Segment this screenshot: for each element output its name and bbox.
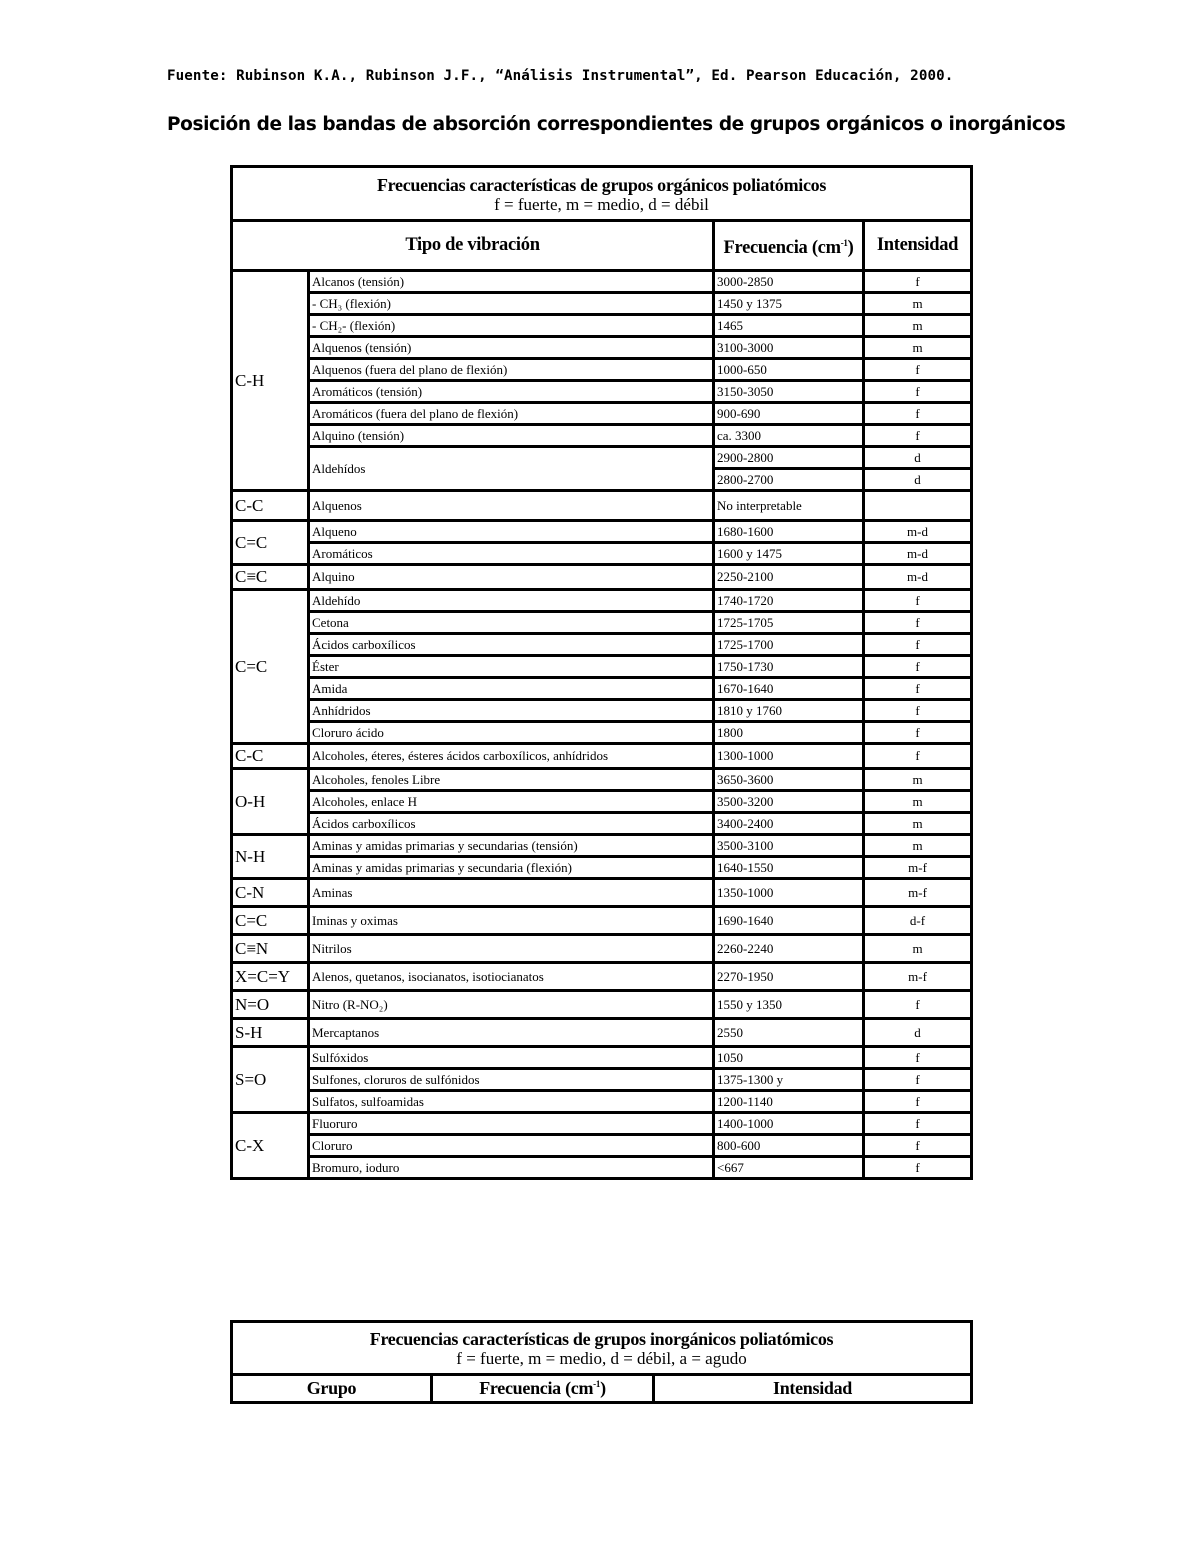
vibration-description: Aromáticos: [309, 543, 714, 565]
group-cell: O-H: [232, 769, 309, 835]
frequency-cell: 1400-1000: [714, 1113, 864, 1135]
intensity-cell: m: [864, 791, 972, 813]
vibration-description: Amida: [309, 678, 714, 700]
frequency-cell: ca. 3300: [714, 425, 864, 447]
table-row: [232, 700, 972, 722]
inorganic-table-legend: f = fuerte, m = medio, d = débil, a = agudo: [456, 1349, 747, 1368]
table-row: [232, 656, 972, 678]
table-row: [232, 447, 972, 469]
table-row: [232, 271, 972, 293]
vibration-description: Alquino (tensión): [309, 425, 714, 447]
table-row: [232, 1047, 972, 1069]
vibration-description: Aminas: [309, 879, 714, 907]
table-row: [232, 315, 972, 337]
inorganic-table-title: Frecuencias características de grupos inorgánicos poliatómicos: [369, 1329, 834, 1349]
table-row: [232, 678, 972, 700]
intensity-cell: f: [864, 991, 972, 1019]
table-row: [232, 769, 972, 791]
intensity-cell: f: [864, 381, 972, 403]
frequency-cell: 3500-3100: [714, 835, 864, 857]
intensity-cell: f: [864, 1135, 972, 1157]
vibration-description: Alcoholes, fenoles Libre: [309, 769, 714, 791]
intensity-cell: m: [864, 293, 972, 315]
frequency-cell: 1690-1640: [714, 907, 864, 935]
intensity-cell: f: [864, 359, 972, 381]
vibration-description: Alcoholes, éteres, ésteres ácidos carboxílicos, anhídridos: [309, 744, 714, 769]
table-row: [232, 337, 972, 359]
intensity-cell: f: [864, 1113, 972, 1135]
header-inorganic-frequency: Frecuencia $(cm^{-1})$: [432, 1375, 654, 1403]
table-row: [232, 425, 972, 447]
table-row: [232, 1157, 972, 1179]
intensity-cell: d-f: [864, 907, 972, 935]
frequency-cell: 800-600: [714, 1135, 864, 1157]
vibration-description: Nitrilos: [309, 935, 714, 963]
table-row: [232, 1135, 972, 1157]
table-row: [232, 590, 972, 612]
inorganic-table-title-cell: [232, 1322, 972, 1375]
vibration-description: Alquenos: [309, 491, 714, 521]
table-row: [232, 813, 972, 835]
vibration-description: Cetona: [309, 612, 714, 634]
frequency-cell: 1750-1730: [714, 656, 864, 678]
table-row: [232, 634, 972, 656]
frequency-cell: 1375-1300 y: [714, 1069, 864, 1091]
intensity-cell: f: [864, 700, 972, 722]
vibration-description: Cloruro ácido: [309, 722, 714, 744]
frequency-cell: 1725-1700: [714, 634, 864, 656]
vibration-description: Alqueno: [309, 521, 714, 543]
vibration-description: Ácidos carboxílicos: [309, 813, 714, 835]
frequency-cell: 3500-3200: [714, 791, 864, 813]
intensity-cell: f: [864, 590, 972, 612]
group-cell: C=C: [232, 907, 309, 935]
intensity-cell: m: [864, 835, 972, 857]
group-cell: C≡C: [232, 565, 309, 590]
intensity-cell: f: [864, 271, 972, 293]
frequency-cell: 1680-1600: [714, 521, 864, 543]
intensity-cell: f: [864, 634, 972, 656]
group-cell: C-H: [232, 271, 309, 491]
intensity-cell: m: [864, 935, 972, 963]
table-row: [232, 491, 972, 521]
header-group: Grupo: [232, 1375, 432, 1403]
vibration-description: Alquenos (fuera del plano de flexión): [309, 359, 714, 381]
table-row: [232, 791, 972, 813]
frequency-cell: 1050: [714, 1047, 864, 1069]
frequency-cell: 2550: [714, 1019, 864, 1047]
table-row: [232, 963, 972, 991]
intensity-cell: f: [864, 1069, 972, 1091]
table-row: [232, 293, 972, 315]
frequency-cell: 1300-1000: [714, 744, 864, 769]
intensity-cell: m: [864, 315, 972, 337]
vibration-description: Cloruro: [309, 1135, 714, 1157]
group-cell: S=O: [232, 1047, 309, 1113]
vibration-description: - CH₂- (flexión): [309, 315, 714, 337]
group-cell: N-H: [232, 835, 309, 879]
frequency-cell: 1350-1000: [714, 879, 864, 907]
frequency-cell: 1740-1720: [714, 590, 864, 612]
vibration-description: Fluoruro: [309, 1113, 714, 1135]
intensity-cell: m: [864, 769, 972, 791]
group-cell: C≡N: [232, 935, 309, 963]
frequency-cell: 3400-2400: [714, 813, 864, 835]
vibration-description: Aldehídos: [309, 447, 714, 491]
intensity-cell: m: [864, 813, 972, 835]
header-frequency: Frecuencia $(cm^{-1})$: [714, 221, 864, 271]
frequency-cell: 3650-3600: [714, 769, 864, 791]
frequency-cell: 1550 y 1350: [714, 991, 864, 1019]
table-row: [232, 521, 972, 543]
vibration-description: Mercaptanos: [309, 1019, 714, 1047]
intensity-cell: f: [864, 678, 972, 700]
intensity-cell: f: [864, 1091, 972, 1113]
group-cell: C-N: [232, 879, 309, 907]
vibration-description: Alenos, quetanos, isocianatos, isotiocianatos: [309, 963, 714, 991]
frequency-cell: 1640-1550: [714, 857, 864, 879]
header-intensity: Intensidad: [864, 221, 972, 271]
frequency-cell: 1725-1705: [714, 612, 864, 634]
vibration-description: Alcanos (tensión): [309, 271, 714, 293]
frequency-cell: 1465: [714, 315, 864, 337]
frequency-cell: 1670-1640: [714, 678, 864, 700]
frequency-cell: <667: [714, 1157, 864, 1179]
intensity-cell: m-f: [864, 857, 972, 879]
vibration-description: Aldehído: [309, 590, 714, 612]
intensity-cell: m-d: [864, 565, 972, 590]
header-vibration-type: Tipo de vibración: [232, 221, 714, 271]
table-row: [232, 1091, 972, 1113]
organic-table-title: Frecuencias características de grupos orgánicos poliatómicos: [376, 174, 827, 195]
frequency-cell: 2900-2800: [714, 447, 864, 469]
intensity-cell: f: [864, 403, 972, 425]
intensity-cell: d: [864, 469, 972, 491]
organic-table-title-cell: [232, 167, 972, 221]
vibration-description: Alquino: [309, 565, 714, 590]
intensity-cell: f: [864, 656, 972, 678]
vibration-description: - CH₃ (flexión): [309, 293, 714, 315]
vibration-description: Bromuro, ioduro: [309, 1157, 714, 1179]
vibration-description: Sulfatos, sulfoamidas: [309, 1091, 714, 1113]
table-row: [232, 907, 972, 935]
table-row: [232, 543, 972, 565]
intensity-cell: m-d: [864, 543, 972, 565]
source-citation: Fuente: Rubinson K.A., Rubinson J.F., “Análisis Instrumental”, Ed. Pearson Educación, 2000.: [167, 68, 954, 84]
group-cell: C=C: [232, 521, 309, 565]
frequency-cell: 1810 y 1760: [714, 700, 864, 722]
intensity-cell: d: [864, 447, 972, 469]
frequency-cell: No interpretable: [714, 491, 864, 521]
frequency-cell: 2260-2240: [714, 935, 864, 963]
group-cell: N=O: [232, 991, 309, 1019]
intensity-cell: f: [864, 1047, 972, 1069]
vibration-description: Éster: [309, 656, 714, 678]
organic-table-legend: f = fuerte, m = medio, d = débil: [494, 194, 709, 214]
table-row: [232, 935, 972, 963]
header-inorganic-intensity: Intensidad: [654, 1375, 972, 1403]
vibration-description: Alcoholes, enlace H: [309, 791, 714, 813]
vibration-description: Anhídridos: [309, 700, 714, 722]
group-cell: C-X: [232, 1113, 309, 1179]
table-row: [232, 381, 972, 403]
frequency-cell: 1450 y 1375: [714, 293, 864, 315]
table-row: [232, 565, 972, 590]
vibration-description: Aminas y amidas primarias y secundaria (flexión): [309, 857, 714, 879]
table-row: [232, 722, 972, 744]
table-row: [232, 835, 972, 857]
organic-table-body: [232, 271, 972, 1179]
frequency-cell: 2250-2100: [714, 565, 864, 590]
inorganic-groups-table: [230, 1320, 973, 1404]
organic-groups-table: [230, 165, 973, 1180]
intensity-cell: f: [864, 722, 972, 744]
frequency-cell: 1200-1140: [714, 1091, 864, 1113]
frequency-cell: 2270-1950: [714, 963, 864, 991]
vibration-description: Nitro (R-NO₂): [309, 991, 714, 1019]
vibration-description: Sulfones, cloruros de sulfónidos: [309, 1069, 714, 1091]
vibration-description: Iminas y oximas: [309, 907, 714, 935]
intensity-cell: [864, 491, 972, 521]
group-cell: S-H: [232, 1019, 309, 1047]
frequency-cell: 2800-2700: [714, 469, 864, 491]
intensity-cell: f: [864, 744, 972, 769]
table-row: [232, 403, 972, 425]
intensity-cell: f: [864, 425, 972, 447]
table-row: [232, 1069, 972, 1091]
vibration-description: Ácidos carboxílicos: [309, 634, 714, 656]
group-cell: C-C: [232, 744, 309, 769]
vibration-description: Aminas y amidas primarias y secundarias (tensión): [309, 835, 714, 857]
vibration-description: Alquenos (tensión): [309, 337, 714, 359]
intensity-cell: d: [864, 1019, 972, 1047]
vibration-description: Aromáticos (fuera del plano de flexión): [309, 403, 714, 425]
page-heading: Posición de las bandas de absorción correspondientes de grupos orgánicos o inorgánicos: [167, 114, 1066, 135]
frequency-cell: 3150-3050: [714, 381, 864, 403]
table-row: [232, 991, 972, 1019]
frequency-cell: 3100-3000: [714, 337, 864, 359]
table-row: [232, 612, 972, 634]
table-row: [232, 879, 972, 907]
table-row: [232, 857, 972, 879]
frequency-cell: 1000-650: [714, 359, 864, 381]
intensity-cell: m-f: [864, 963, 972, 991]
intensity-cell: m: [864, 337, 972, 359]
frequency-cell: 1600 y 1475: [714, 543, 864, 565]
table-row: [232, 744, 972, 769]
frequency-cell: 3000-2850: [714, 271, 864, 293]
intensity-cell: m-d: [864, 521, 972, 543]
group-cell: C-C: [232, 491, 309, 521]
frequency-cell: 900-690: [714, 403, 864, 425]
intensity-cell: m-f: [864, 879, 972, 907]
table-row: [232, 1019, 972, 1047]
vibration-description: Sulfóxidos: [309, 1047, 714, 1069]
table-row: [232, 359, 972, 381]
group-cell: C=C: [232, 590, 309, 744]
group-cell: X=C=Y: [232, 963, 309, 991]
intensity-cell: f: [864, 1157, 972, 1179]
table-row: [232, 1113, 972, 1135]
vibration-description: Aromáticos (tensión): [309, 381, 714, 403]
intensity-cell: f: [864, 612, 972, 634]
frequency-cell: 1800: [714, 722, 864, 744]
